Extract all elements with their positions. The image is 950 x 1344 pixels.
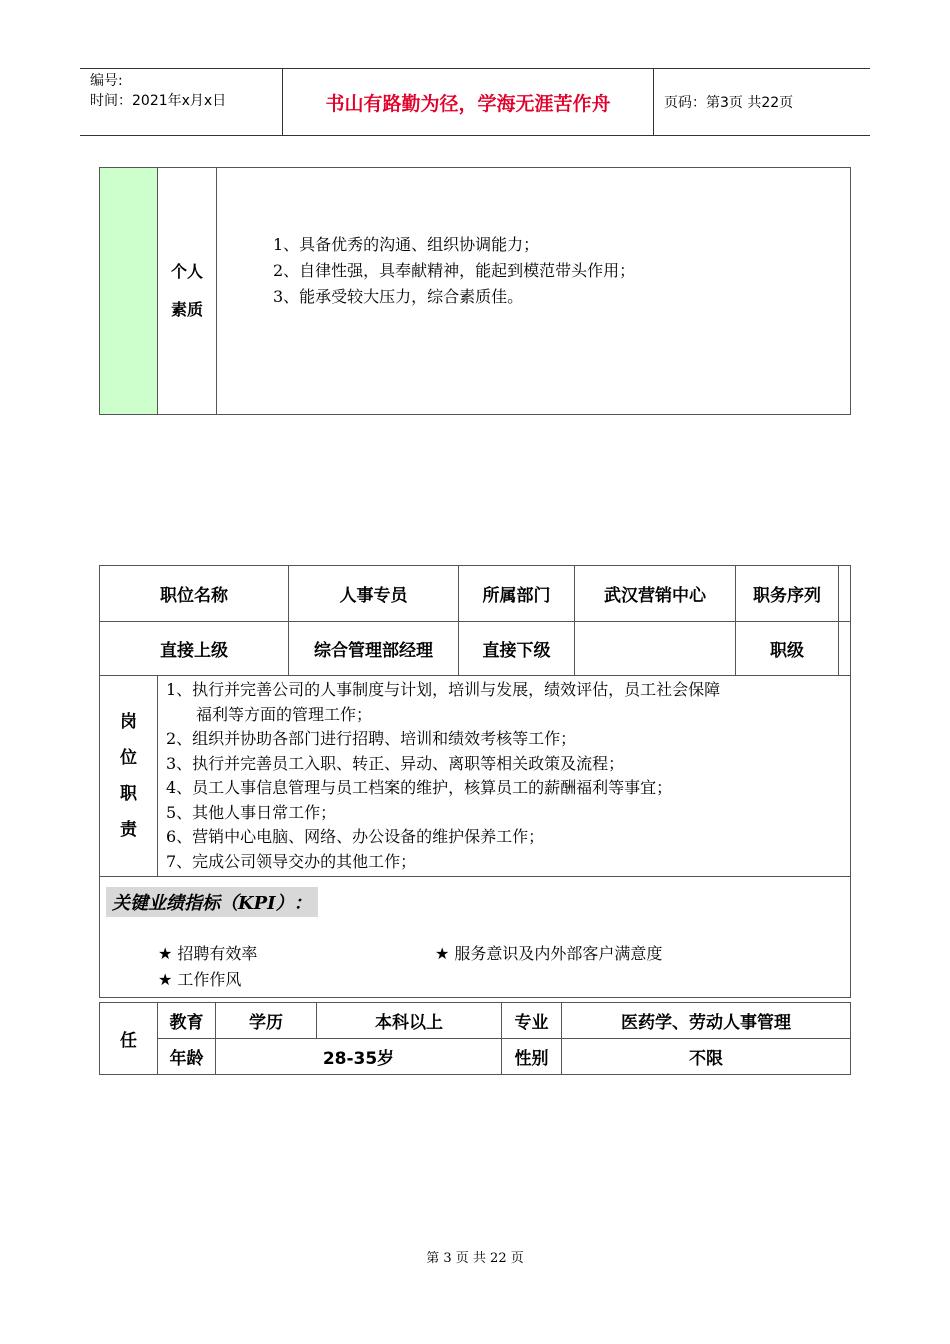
duty-item: 1、执行并完善公司的人事制度与计划，培训与发展，绩效评估，员工社会保障: [166, 680, 721, 699]
page-footer: 第 3 页 共 22 页: [426, 1251, 524, 1266]
major-value: 医药学、劳动人事管理: [562, 1003, 851, 1039]
gender-label: 性别: [502, 1039, 562, 1075]
cell-department-label: 所属部门: [459, 566, 575, 622]
kpi-title: 关键业绩指标（KPI）：: [106, 887, 318, 917]
kpi-item: ★ 招聘有效率: [158, 944, 258, 963]
cell-supervisor: 综合管理部经理: [289, 622, 459, 676]
duties-label-char: 位: [120, 748, 137, 768]
duties-label-char: 职: [120, 784, 137, 804]
duty-item: 5、其他人事日常工作；: [166, 802, 337, 822]
degree-label: 学历: [216, 1003, 317, 1039]
green-cell: [100, 168, 158, 415]
motto: 书山有路勤为径，学海无涯苦作舟: [283, 69, 654, 136]
header-left: [80, 69, 283, 136]
duties-label: [100, 676, 158, 877]
cell-position-name-label: 职位名称: [100, 566, 289, 622]
duties-label-char: 责: [120, 820, 137, 840]
gender-value: 不限: [562, 1039, 851, 1075]
quality-content: [217, 168, 851, 415]
cell-grade: [839, 622, 851, 676]
cell-position-name: 人事专员: [289, 566, 459, 622]
duties-content: [158, 676, 851, 877]
cell-grade-label: 职级: [736, 622, 839, 676]
requirements-table: [99, 1002, 851, 1075]
duty-item: 4、员工人事信息管理与员工档案的维护，核算员工的薪酬福利等事宜；: [166, 778, 673, 797]
date-label: 时间：2021年x月x日: [90, 93, 227, 109]
quality-table: [99, 167, 851, 415]
quality-item: 2、自律性强，具奉献精神，能起到模范带头作用；: [273, 261, 636, 280]
cell-job-series: [839, 566, 851, 622]
quality-item: 1、具备优秀的沟通、组织协调能力；: [273, 235, 540, 254]
requirements-label: 任: [100, 1003, 158, 1075]
quality-item: 3、能承受较大压力，综合素质佳。: [273, 287, 524, 306]
quality-label: [158, 168, 217, 415]
duty-item: 2、组织并协助各部门进行招聘、培训和绩效考核等工作；: [166, 729, 577, 748]
quality-label-line1: 个人: [170, 262, 203, 281]
duties-label-char: 岗: [120, 712, 137, 732]
cell-department: 武汉营销中心: [575, 566, 736, 622]
cell-job-series-label: 职务序列: [736, 566, 839, 622]
duty-item: 3、执行并完善员工入职、转正、异动、离职等相关政策及流程；: [166, 753, 625, 773]
serial-label: 编号:: [90, 73, 123, 89]
duty-item: 6、营销中心电脑、网络、办公设备的维护保养工作；: [166, 827, 545, 846]
quality-label-line2: 素质: [170, 300, 203, 319]
cell-subordinate: [575, 622, 736, 676]
page-info: 页码：第3页 共22页: [654, 69, 871, 136]
edu-label: 教育: [158, 1003, 216, 1039]
duty-item: 7、完成公司领导交办的其他工作；: [166, 851, 417, 871]
position-table: [99, 565, 851, 998]
kpi-item: ★ 服务意识及内外部客户满意度: [435, 944, 663, 963]
age-value: 28-35岁: [216, 1039, 502, 1075]
page-header: [80, 68, 870, 136]
major-label: 专业: [502, 1003, 562, 1039]
cell-supervisor-label: 直接上级: [100, 622, 289, 676]
cell-subordinate-label: 直接下级: [459, 622, 575, 676]
duty-item-continued: 福利等方面的管理工作；: [196, 704, 373, 724]
degree-value: 本科以上: [317, 1003, 502, 1039]
kpi-item: ★ 工作作风: [158, 970, 242, 989]
age-label: 年龄: [158, 1039, 216, 1075]
kpi-cell: [100, 877, 851, 998]
